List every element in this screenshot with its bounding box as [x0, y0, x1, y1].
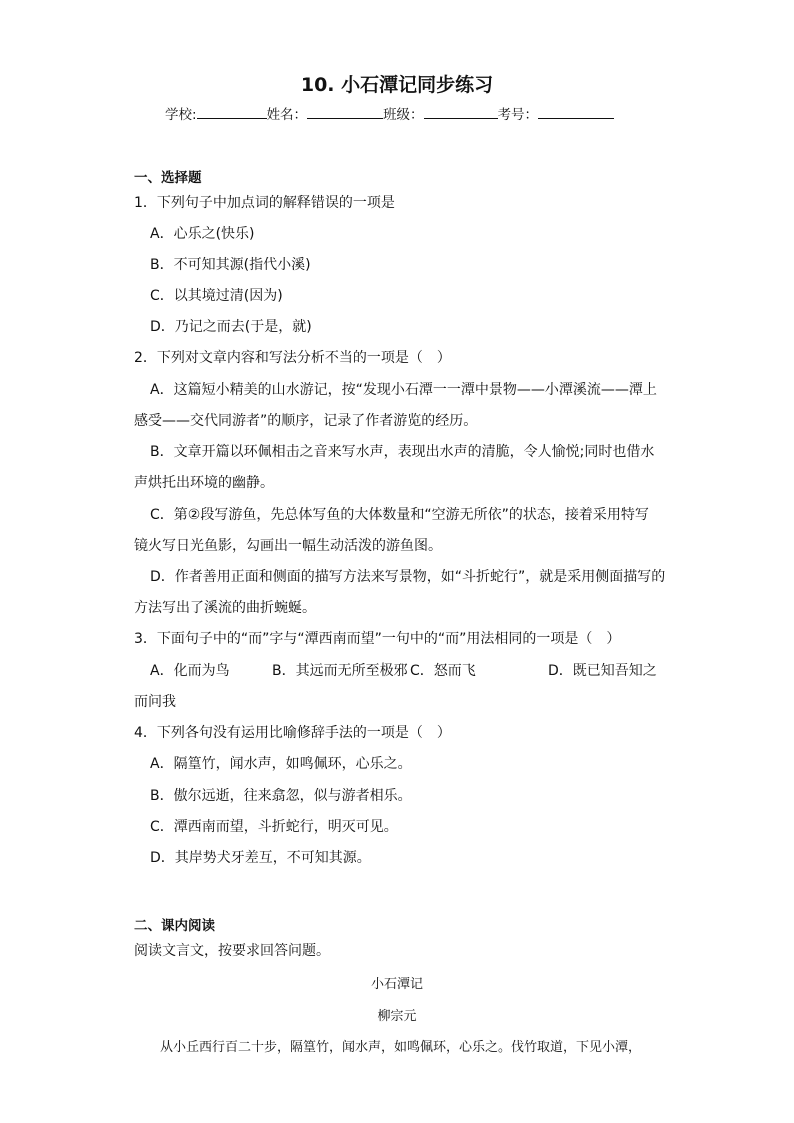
question-3-option-a: A．化而为鸟	[150, 663, 230, 679]
exam-no-label: 考号：	[497, 107, 539, 123]
question-4-stem: 4．下列各句没有运用比喻修辞手法的一项是（ ）	[134, 725, 451, 741]
question-3-stem: 3．下面句子中的“而”字与“潭西南而望”一句中的“而”用法相同的一项是（ ）	[134, 631, 621, 647]
question-2-option-b: B．文章开篇以环佩相击之音来写水声，表现出水声的清脆，令人愉悦;同时也借水	[150, 444, 655, 460]
question-1-stem: 1．下列句子中加点词的解释错误的一项是	[134, 195, 395, 211]
question-2-option-a-cont: 感受——交代同游者”的顺序，记录了作者游览的经历。	[134, 413, 478, 429]
section-title-choice: 一、选择题	[134, 170, 202, 186]
question-2-option-a: A．这篇短小精美的山水游记，按“发现小石潭一一潭中景物——小潭溪流——潭上	[150, 382, 657, 398]
question-4-option-d: D．其岸势犬牙差互，不可知其源。	[150, 850, 371, 866]
question-1-option-c: C．以其境过清(因为)	[150, 288, 283, 304]
question-2-option-d: D．作者善用正面和侧面的描写方法来写景物，如“斗折蛇行”，就是采用侧面描写的	[150, 569, 666, 585]
question-4-option-c: C．潭西南而望，斗折蛇行，明灭可见。	[150, 819, 398, 835]
passage-title: 小石潭记	[370, 977, 423, 992]
section-title-reading: 二、课内阅读	[134, 918, 215, 934]
school-label: 学校:	[165, 107, 197, 123]
exam-no-blank	[538, 104, 614, 119]
school-blank	[197, 104, 267, 119]
question-4-option-b: B．傲尔远逝，往来翕忽，似与游者相乐。	[150, 788, 412, 804]
question-2-option-b-cont: 声烘托出环境的幽静。	[134, 475, 274, 491]
reading-instructions: 阅读文言文，按要求回答问题。	[134, 943, 330, 959]
question-2-option-c-cont: 镜火写日光鱼影，勾画出一幅生动活泼的游鱼图。	[134, 538, 442, 554]
question-1-option-b: B．不可知其源(指代小溪)	[150, 257, 311, 273]
question-1-option-a: A．心乐之(快乐)	[150, 226, 255, 242]
name-blank	[307, 104, 383, 119]
passage-author: 柳宗元	[377, 1009, 417, 1024]
question-3-option-d-cont: 而问我	[134, 694, 176, 710]
passage-first-line: 从小丘西行百二十步，隔篁竹，闻水声，如鸣佩环，心乐之。伐竹取道，下见小潭，	[160, 1040, 642, 1055]
question-2-option-d-cont: 方法写出了溪流的曲折蜿蜒。	[134, 600, 316, 616]
question-3-option-c: C．怒而飞	[410, 663, 476, 679]
question-3-option-b: B．其远而无所至极邪	[272, 663, 408, 679]
question-3-option-d: D．既已知吾知之	[548, 663, 657, 679]
question-1-option-d: D．乃记之而去(于是，就)	[150, 319, 312, 335]
class-label: 班级：	[383, 107, 424, 123]
question-4-option-a: A．隔篁竹，闻水声，如鸣佩环，心乐之。	[150, 756, 412, 772]
question-2-stem: 2．下列对文章内容和写法分析不当的一项是（ ）	[134, 350, 451, 366]
page-title: 10. 小石潭记同步练习	[300, 74, 494, 96]
student-info-line	[165, 103, 614, 123]
name-label: 姓名：	[266, 107, 308, 123]
class-blank	[424, 104, 498, 119]
question-2-option-c: C．第②段写游鱼，先总体写鱼的大体数量和“空游无所依”的状态，接着采用特写	[150, 507, 649, 523]
